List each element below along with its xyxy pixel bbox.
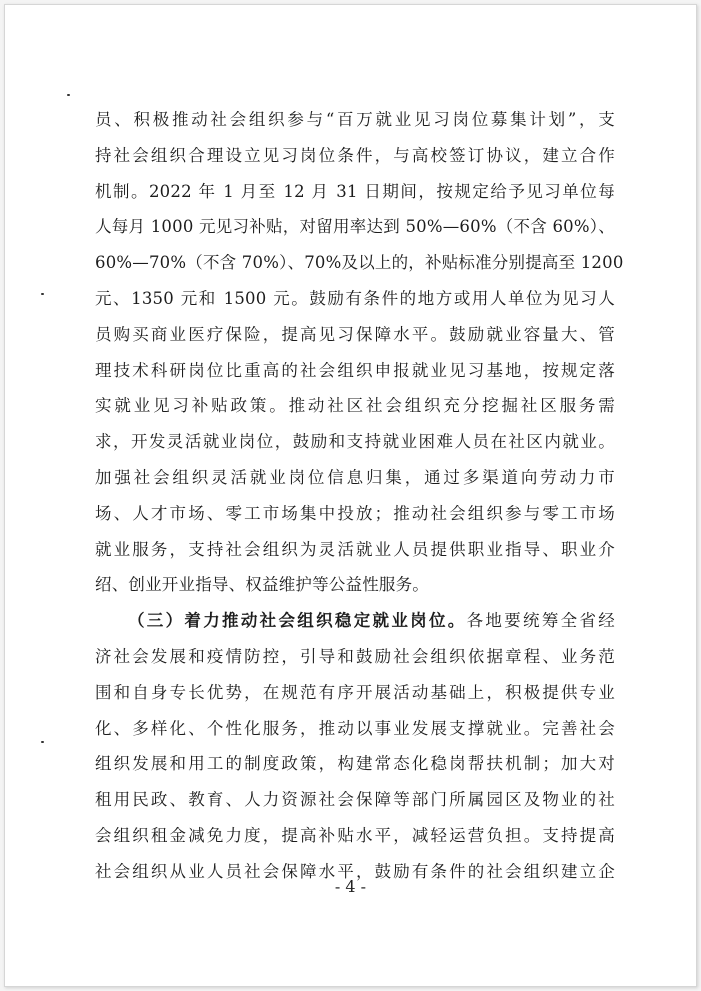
body-text bbox=[95, 102, 624, 890]
scan-speck bbox=[41, 293, 44, 295]
text-line: 实就业见习补贴政策。推动社区社会组织充分挖掘社区服务需 bbox=[95, 396, 615, 416]
text-line: 理技术科研岗位比重高的社会组织申报就业见习基地，按规定落 bbox=[95, 360, 615, 380]
text-line: 员购买商业医疗保险，提高见习保障水平。鼓励就业容量大、管 bbox=[95, 324, 615, 344]
text-line: 元、1350 元和 1500 元。鼓励有条件的地方或用人单位为见习人 bbox=[95, 288, 615, 308]
document-page bbox=[4, 4, 697, 987]
text-line: 加强社会组织灵活就业岗位信息归集，通过多渠道向劳动力市 bbox=[95, 467, 615, 487]
heading-rest: 各地要统筹全省经 bbox=[466, 611, 615, 631]
text-line: 组织发展和用工的制度政策，构建常态化稳岗帮扶机制；加大对 bbox=[95, 754, 615, 774]
text-line: 持社会组织合理设立见习岗位条件，与高校签订协议，建立合作 bbox=[95, 145, 615, 165]
text-line: 济社会发展和疫情防控，引导和鼓励社会组织依据章程、业务范 bbox=[95, 646, 615, 666]
text-line: 60%—70%（不含 70%）、70%及以上的，补贴标准分别提高至 1200 bbox=[95, 253, 624, 273]
text-line: 场、人才市场、零工市场集中投放；推动社会组织参与零工市场 bbox=[95, 503, 615, 523]
text-line: 绍、创业开业指导、权益维护等公益性服务。 bbox=[95, 575, 429, 595]
text-line: 围和自身专长优势，在规范有序开展活动基础上，积极提供专业 bbox=[95, 682, 615, 702]
scan-speck bbox=[41, 741, 44, 743]
text-line: 求，开发灵活就业岗位，鼓励和支持就业困难人员在社区内就业。 bbox=[95, 432, 615, 452]
section-heading: （三）着力推动社会组织稳定就业岗位。 bbox=[128, 611, 467, 631]
text-line: 化、多样化、个性化服务，推动以事业发展支撑就业。完善社会 bbox=[95, 718, 615, 738]
page-number: - 4 - bbox=[334, 877, 367, 896]
section-heading-line bbox=[95, 603, 615, 639]
scan-speck bbox=[67, 94, 70, 96]
text-line: 员、积极推动社会组织参与“百万就业见习岗位募集计划”，支 bbox=[95, 110, 615, 129]
text-line: 会组织租金减免力度，提高补贴水平，减轻运营负担。支持提高 bbox=[95, 825, 615, 845]
text-line: 租用民政、教育、人力资源社会保障等部门所属园区及物业的社 bbox=[95, 790, 615, 810]
text-line: 就业服务，支持社会组织为灵活就业人员提供职业指导、职业介 bbox=[95, 539, 615, 559]
text-line: 人每月 1000 元见习补贴，对留用率达到 50%—60%（不含 60%）、 bbox=[95, 217, 615, 237]
text-line: 社会组织从业人员社会保障水平，鼓励有条件的社会组织建立企 bbox=[95, 861, 615, 881]
text-line: 机制。2022 年 1 月至 12 月 31 日期间，按规定给予见习单位每 bbox=[95, 181, 615, 201]
